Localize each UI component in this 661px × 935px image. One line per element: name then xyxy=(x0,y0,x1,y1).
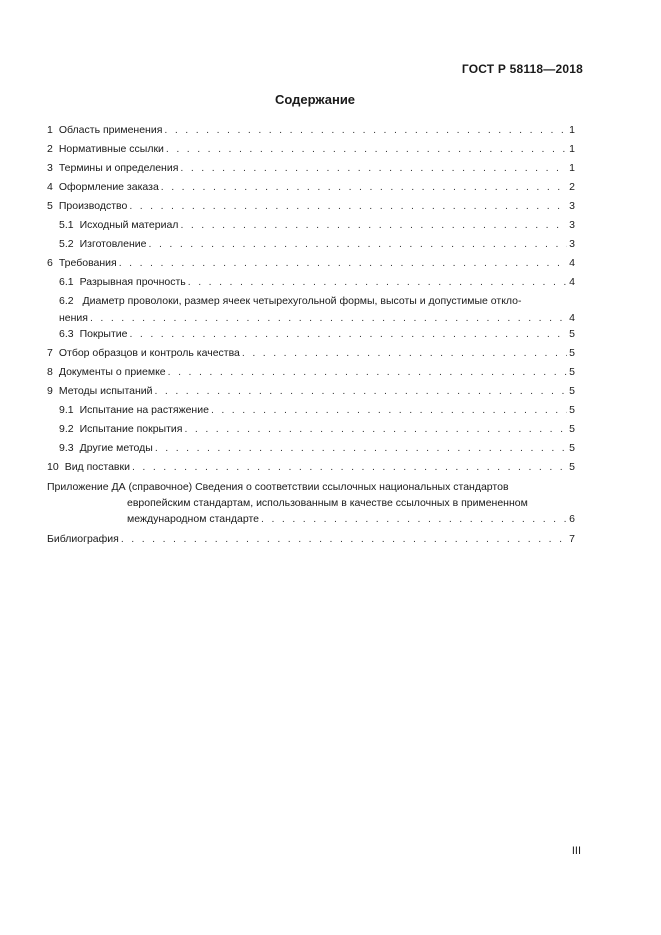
toc-title: Содержание xyxy=(274,92,356,107)
toc-entry-9-2[interactable]: 9.2 Испытание покрытия . . . 5 xyxy=(47,420,575,439)
toc-entry-5-2[interactable]: 5.2 Изготовление . . . 3 xyxy=(47,235,575,254)
toc-entry-5-1[interactable]: 5.1 Исходный материал . . . 3 xyxy=(47,216,575,235)
toc-entry-10[interactable]: 10 Вид поставки . . . 5 xyxy=(47,458,575,477)
toc-entry-9[interactable]: 9 Методы испытаний . . . 5 xyxy=(47,382,575,401)
toc-entry-3[interactable]: 3 Термины и определения . . . 1 xyxy=(47,159,575,178)
toc-entry-5[interactable]: 5 Производство . . . 3 xyxy=(47,197,575,216)
toc-entry-9-1[interactable]: 9.1 Испытание на растяжение . . . 5 xyxy=(47,401,575,420)
toc-entry-6-2[interactable]: 6.2 Диаметр проволоки, размер ячеек четырехугольной формы, высоты и допустимые откло- нения . . . 4 xyxy=(47,292,575,325)
toc-entry-9-3[interactable]: 9.3 Другие методы . . . 5 xyxy=(47,439,575,458)
table-of-contents xyxy=(47,121,575,549)
toc-entry-8[interactable]: 8 Документы о приемке . . . 5 xyxy=(47,363,575,382)
document-code: ГОСТ Р 58118—2018 xyxy=(461,62,583,76)
toc-entry-1[interactable]: 1 Область применения . . . 1 xyxy=(47,121,575,140)
toc-entry-4[interactable]: 4 Оформление заказа . . . 2 xyxy=(47,178,575,197)
toc-entry-6-1[interactable]: 6.1 Разрывная прочность . . . 4 xyxy=(47,273,575,292)
toc-entry-bibliography[interactable]: Библиография . . . 7 xyxy=(47,530,575,549)
toc-entry-2[interactable]: 2 Нормативные ссылки . . . 1 xyxy=(47,140,575,159)
appendix-title-line-1: Приложение ДА (справочное) Сведения о соответствии ссылочных национальных стандартов xyxy=(47,481,509,493)
toc-entry-appendix-da[interactable] xyxy=(47,479,575,527)
page-number: III xyxy=(571,845,581,857)
appendix-title-line-2: европейским стандартам, использованным в качестве ссылочных в примененном xyxy=(127,497,528,509)
toc-entry-6-3[interactable]: 6.3 Покрытие . . . 5 xyxy=(47,325,575,344)
appendix-title-line-3: международном стандарте xyxy=(127,513,260,525)
toc-entry-7[interactable]: 7 Отбор образцов и контроль качества . . . 5 xyxy=(47,344,575,363)
toc-entry-6[interactable]: 6 Требования . . . 4 xyxy=(47,254,575,273)
appendix-page: 6 xyxy=(569,513,575,525)
